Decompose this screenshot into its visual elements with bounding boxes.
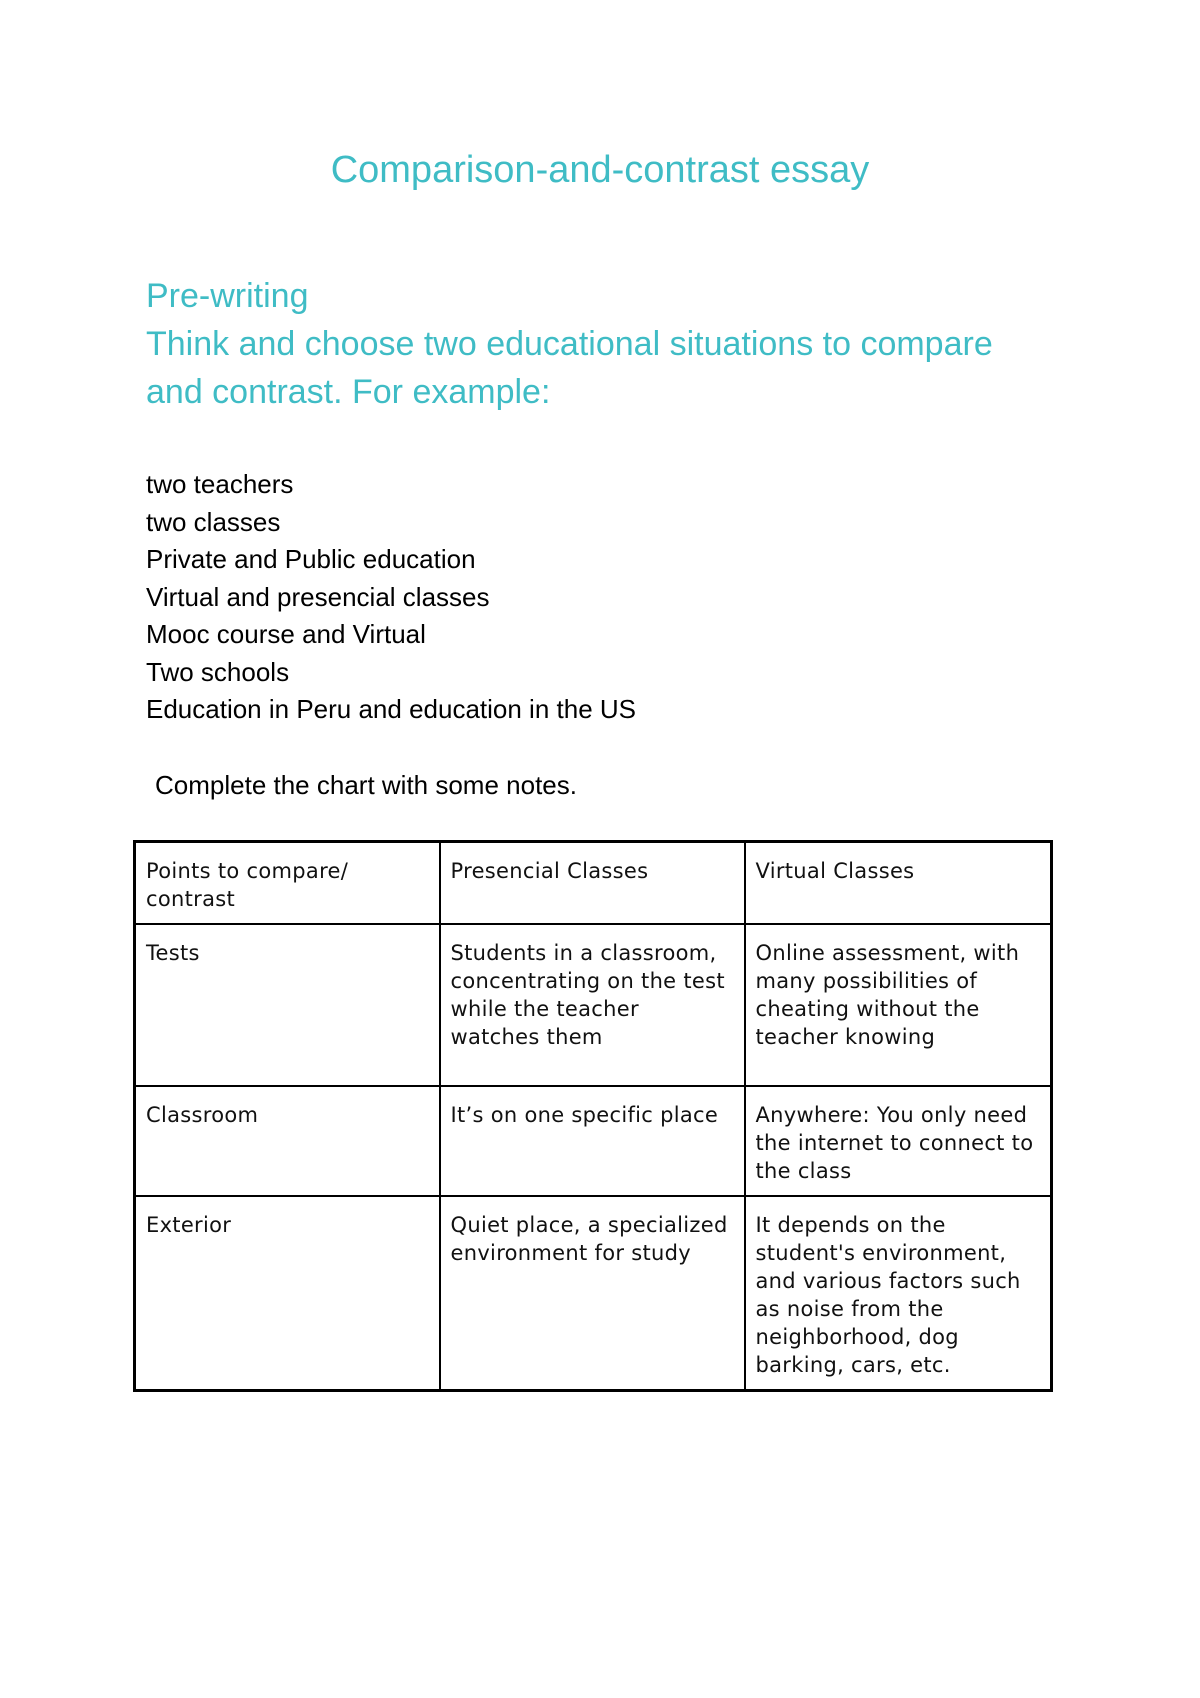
header-cell-points: Points to compare/ contrast [135, 842, 440, 925]
prewriting-heading: Pre-writing [146, 277, 309, 315]
example-item: Private and Public education [146, 544, 476, 574]
examples-list [146, 466, 636, 729]
header-cell-virtual: Virtual Classes [745, 842, 1052, 925]
table-cell-presencial: It’s on one specific place [440, 1086, 745, 1196]
prewriting-section [146, 272, 1086, 416]
table-cell-point: Classroom [135, 1086, 440, 1196]
table-cell-virtual: Anywhere: You only need the internet to connect to the class [745, 1086, 1052, 1196]
example-item: two classes [146, 506, 281, 537]
example-item: two teachers [146, 469, 294, 499]
example-item: Education in Peru and education in the US [146, 694, 637, 724]
table-cell-point: Exterior [135, 1196, 440, 1391]
table-row [135, 1196, 1052, 1391]
table-cell-virtual: Online assessment, with many possibilities of cheating without the teacher knowing [745, 924, 1052, 1086]
table-cell-point: Tests [135, 924, 440, 1086]
example-item: Two schools [146, 656, 290, 687]
instruction-text: Complete the chart with some notes. [155, 770, 577, 800]
table-cell-virtual: It depends on the student's environment, and various factors such as noise from the neighborhood, dog barking, cars, etc. [745, 1196, 1052, 1391]
page-title: Comparison-and-contrast essay [330, 149, 870, 191]
table-row [135, 1086, 1052, 1196]
prompt-line-2: and contrast. For example: [146, 373, 551, 411]
table-row [135, 924, 1052, 1086]
table-cell-presencial: Students in a classroom, concentrating on the test while the teacher watches them [440, 924, 745, 1086]
header-cell-presencial: Presencial Classes [440, 842, 745, 925]
prompt-line-1: Think and choose two educational situations to compare [146, 325, 993, 363]
example-item: Virtual and presencial classes [146, 581, 490, 612]
table-cell-presencial: Quiet place, a specialized environment for study [440, 1196, 745, 1391]
table-header-row [135, 842, 1052, 925]
comparison-table [133, 840, 1053, 1392]
example-item: Mooc course and Virtual [146, 619, 426, 649]
